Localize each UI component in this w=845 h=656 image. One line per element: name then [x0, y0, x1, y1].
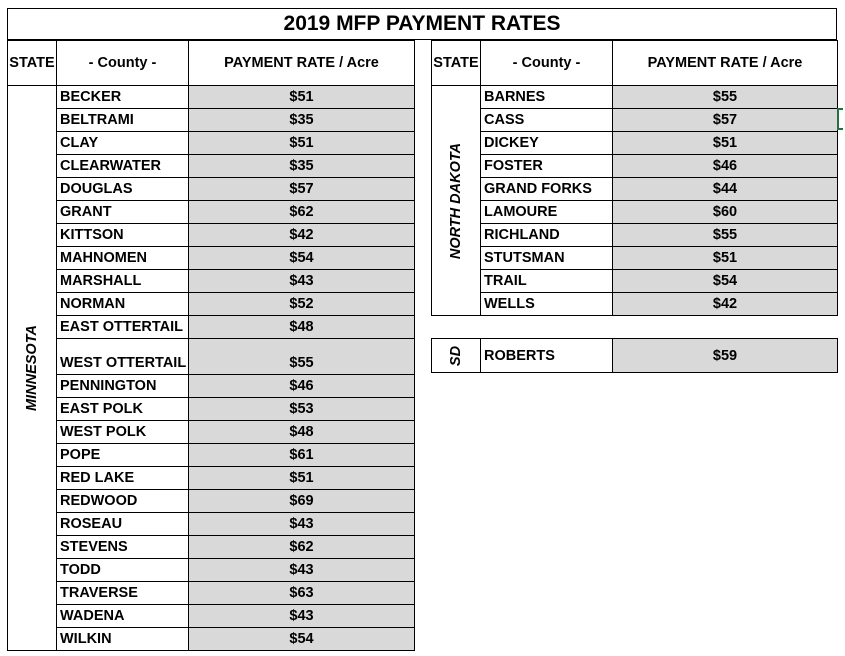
table-row — [432, 270, 838, 293]
table-row — [8, 398, 415, 421]
table-row — [8, 316, 415, 339]
table-row — [8, 375, 415, 398]
rate-cell[interactable]: $53 — [189, 398, 415, 421]
rate-cell[interactable]: $43 — [189, 513, 415, 536]
county-cell[interactable]: EAST OTTERTAIL — [57, 316, 189, 339]
rate-cell[interactable]: $57 — [613, 109, 838, 132]
county-cell[interactable]: STUTSMAN — [481, 247, 613, 270]
table-row — [8, 490, 415, 513]
county-cell[interactable]: GRAND FORKS — [481, 178, 613, 201]
table-row — [8, 536, 415, 559]
table-row — [8, 293, 415, 316]
rate-cell[interactable]: $62 — [189, 536, 415, 559]
page-title: 2019 MFP PAYMENT RATES — [7, 8, 837, 40]
county-cell[interactable]: KITTSON — [57, 224, 189, 247]
table-row — [8, 155, 415, 178]
county-cell[interactable]: BARNES — [481, 86, 613, 109]
north-dakota-table — [431, 40, 838, 316]
county-header: - County - — [481, 41, 613, 86]
table-row — [8, 109, 415, 132]
rate-cell[interactable]: $51 — [613, 247, 838, 270]
rate-cell[interactable]: $69 — [189, 490, 415, 513]
rate-cell[interactable]: $62 — [189, 201, 415, 224]
state-header: STATE — [432, 41, 481, 86]
county-cell[interactable]: WADENA — [57, 605, 189, 628]
cell-selection-indicator — [837, 108, 843, 130]
south-dakota-table — [431, 338, 838, 373]
state-cell-sd[interactable] — [432, 339, 481, 373]
rate-cell[interactable]: $54 — [613, 270, 838, 293]
county-cell[interactable]: STEVENS — [57, 536, 189, 559]
table-row — [432, 109, 838, 132]
county-cell[interactable]: WEST OTTERTAIL — [57, 339, 189, 375]
county-cell[interactable]: EAST POLK — [57, 398, 189, 421]
rate-cell[interactable]: $48 — [189, 316, 415, 339]
county-cell[interactable]: TODD — [57, 559, 189, 582]
rate-cell[interactable]: $46 — [613, 155, 838, 178]
table-row — [8, 132, 415, 155]
rate-cell[interactable]: $51 — [189, 132, 415, 155]
table-row — [432, 201, 838, 224]
state-header: STATE — [8, 41, 57, 86]
county-cell[interactable]: WEST POLK — [57, 421, 189, 444]
county-cell[interactable]: NORMAN — [57, 293, 189, 316]
rate-cell[interactable]: $48 — [189, 421, 415, 444]
rate-cell[interactable]: $59 — [613, 339, 838, 373]
county-cell[interactable]: CASS — [481, 109, 613, 132]
table-row — [8, 224, 415, 247]
county-cell[interactable]: RICHLAND — [481, 224, 613, 247]
rate-cell[interactable]: $52 — [189, 293, 415, 316]
rate-cell[interactable]: $54 — [189, 247, 415, 270]
county-cell[interactable]: CLEARWATER — [57, 155, 189, 178]
county-cell[interactable]: DOUGLAS — [57, 178, 189, 201]
rate-cell[interactable]: $61 — [189, 444, 415, 467]
rate-cell[interactable]: $51 — [613, 132, 838, 155]
table-row — [432, 224, 838, 247]
rate-cell[interactable]: $55 — [613, 86, 838, 109]
table-row — [8, 513, 415, 536]
county-cell[interactable]: MAHNOMEN — [57, 247, 189, 270]
county-cell[interactable]: CLAY — [57, 132, 189, 155]
rate-cell[interactable]: $35 — [189, 109, 415, 132]
county-cell[interactable]: MARSHALL — [57, 270, 189, 293]
state-label: SD — [448, 345, 464, 366]
rate-cell[interactable]: $51 — [189, 467, 415, 490]
county-cell[interactable]: LAMOURE — [481, 201, 613, 224]
rate-cell[interactable]: $63 — [189, 582, 415, 605]
state-label: MINNESOTA — [24, 325, 40, 411]
table-row — [432, 155, 838, 178]
table-row — [8, 628, 415, 651]
rate-header: PAYMENT RATE / Acre — [189, 41, 415, 86]
minnesota-table — [7, 40, 415, 651]
county-cell[interactable]: POPE — [57, 444, 189, 467]
rate-cell[interactable]: $43 — [189, 559, 415, 582]
rate-cell[interactable]: $57 — [189, 178, 415, 201]
county-cell[interactable]: ROBERTS — [481, 339, 613, 373]
rate-cell[interactable]: $55 — [189, 339, 415, 375]
rate-cell[interactable]: $60 — [613, 201, 838, 224]
county-cell[interactable]: DICKEY — [481, 132, 613, 155]
rate-cell[interactable]: $42 — [613, 293, 838, 316]
table-row — [8, 339, 415, 375]
rate-cell[interactable]: $43 — [189, 605, 415, 628]
table-row — [8, 582, 415, 605]
rate-header: PAYMENT RATE / Acre — [613, 41, 838, 86]
county-cell[interactable]: FOSTER — [481, 155, 613, 178]
rate-cell[interactable]: $44 — [613, 178, 838, 201]
county-header: - County - — [57, 41, 189, 86]
rate-cell[interactable]: $54 — [189, 628, 415, 651]
table-row — [432, 178, 838, 201]
rate-cell[interactable]: $35 — [189, 155, 415, 178]
table-row — [8, 444, 415, 467]
county-cell[interactable]: TRAVERSE — [57, 582, 189, 605]
rate-cell[interactable]: $51 — [189, 86, 415, 109]
table-row — [8, 270, 415, 293]
table-row — [8, 559, 415, 582]
rate-cell[interactable]: $55 — [613, 224, 838, 247]
county-cell[interactable]: REDWOOD — [57, 490, 189, 513]
table-row — [8, 86, 415, 109]
rate-cell[interactable]: $46 — [189, 375, 415, 398]
table-row — [8, 247, 415, 270]
table-row — [8, 467, 415, 490]
table-row — [432, 247, 838, 270]
table-row — [8, 605, 415, 628]
county-cell[interactable]: PENNINGTON — [57, 375, 189, 398]
rate-cell[interactable]: $43 — [189, 270, 415, 293]
state-cell[interactable] — [432, 86, 481, 316]
table-row — [432, 86, 838, 109]
county-cell[interactable]: ROSEAU — [57, 513, 189, 536]
table-row — [8, 201, 415, 224]
county-cell[interactable]: BECKER — [57, 86, 189, 109]
state-label: NORTH DAKOTA — [448, 142, 464, 259]
table-row — [432, 132, 838, 155]
county-cell[interactable]: BELTRAMI — [57, 109, 189, 132]
table-row — [8, 178, 415, 201]
county-cell[interactable]: RED LAKE — [57, 467, 189, 490]
county-cell[interactable]: GRANT — [57, 201, 189, 224]
county-cell[interactable]: WILKIN — [57, 628, 189, 651]
rate-cell[interactable]: $42 — [189, 224, 415, 247]
table-row — [8, 421, 415, 444]
table-row — [432, 293, 838, 316]
state-cell[interactable] — [8, 86, 57, 651]
county-cell[interactable]: WELLS — [481, 293, 613, 316]
county-cell[interactable]: TRAIL — [481, 270, 613, 293]
